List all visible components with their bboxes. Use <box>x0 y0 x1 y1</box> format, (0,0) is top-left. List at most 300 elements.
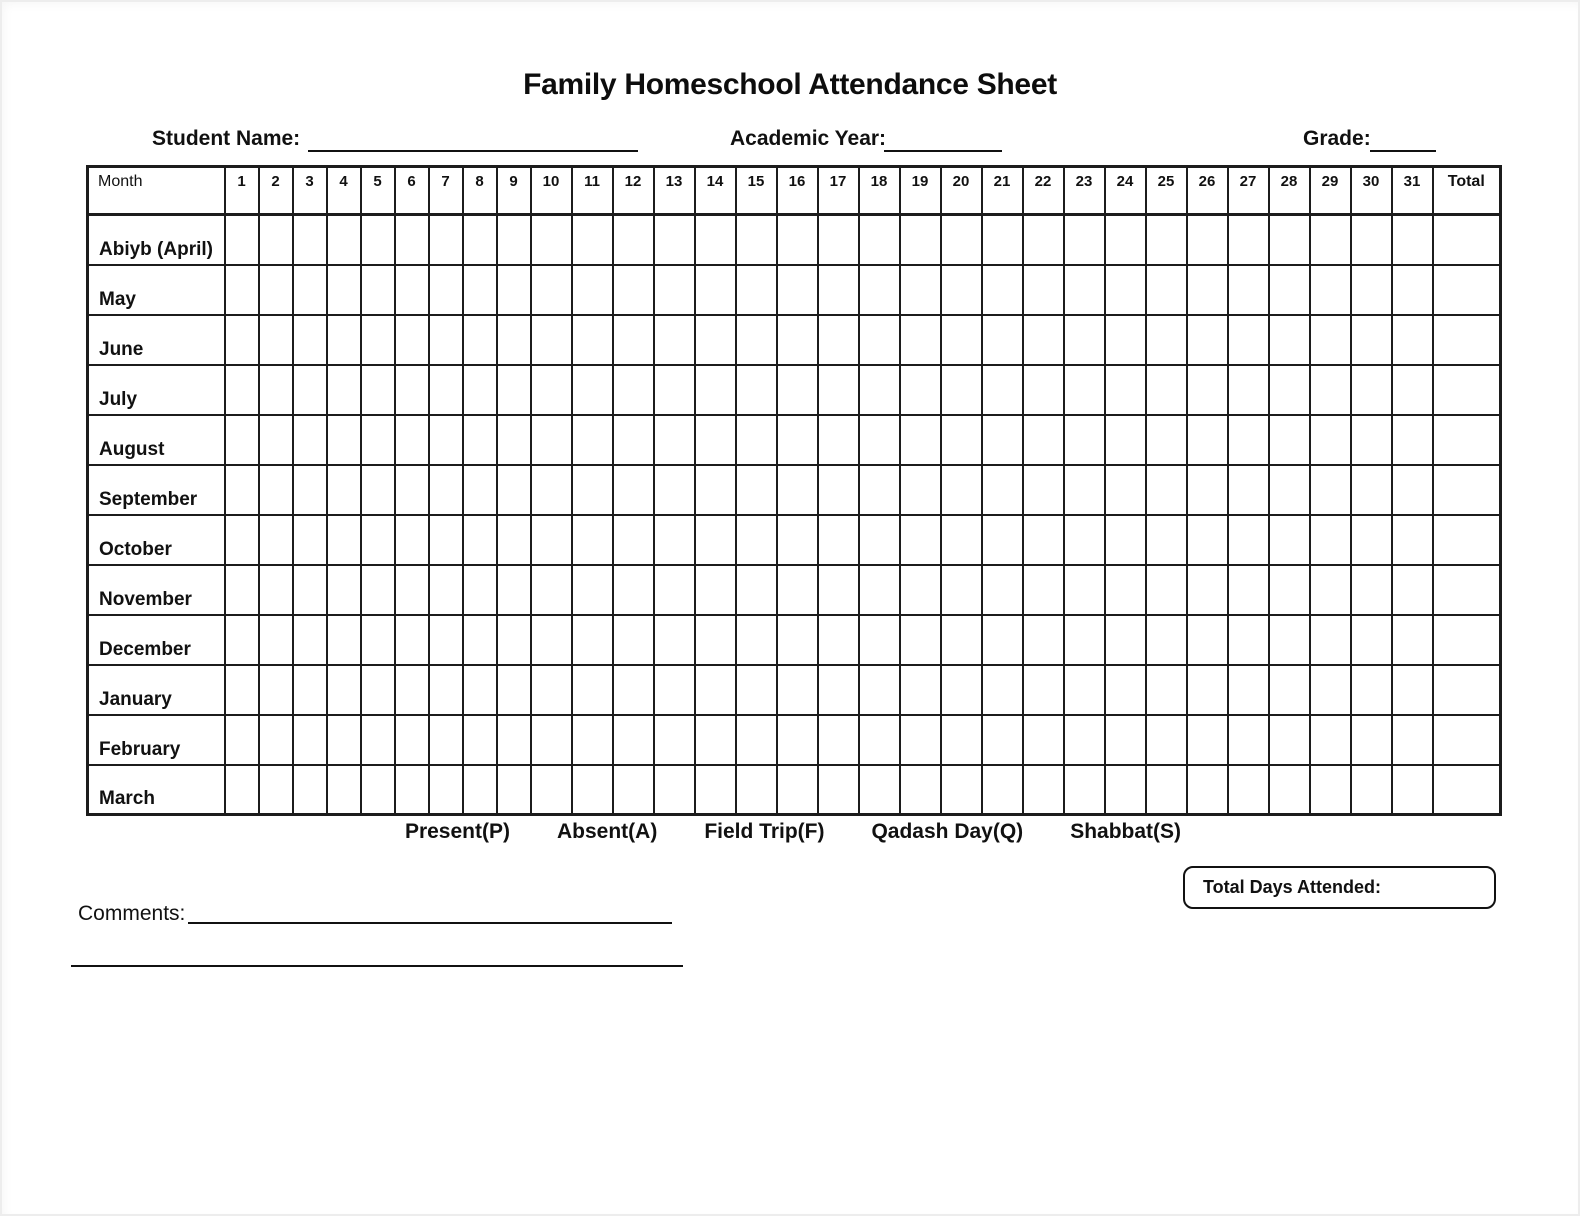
attendance-cell[interactable] <box>1228 215 1269 265</box>
attendance-cell[interactable] <box>613 315 654 365</box>
attendance-cell[interactable] <box>736 315 777 365</box>
attendance-cell[interactable] <box>463 715 497 765</box>
attendance-cell[interactable] <box>1351 365 1392 415</box>
attendance-cell[interactable] <box>1146 765 1187 815</box>
attendance-cell[interactable] <box>293 665 327 715</box>
month-total-cell[interactable] <box>1433 215 1501 265</box>
attendance-cell[interactable] <box>1228 565 1269 615</box>
attendance-cell[interactable] <box>1228 315 1269 365</box>
attendance-cell[interactable] <box>429 415 463 465</box>
attendance-cell[interactable] <box>1310 365 1351 415</box>
attendance-cell[interactable] <box>361 515 395 565</box>
attendance-cell[interactable] <box>613 415 654 465</box>
attendance-cell[interactable] <box>1064 465 1105 515</box>
attendance-cell[interactable] <box>225 715 259 765</box>
attendance-cell[interactable] <box>225 365 259 415</box>
attendance-cell[interactable] <box>1023 615 1064 665</box>
attendance-cell[interactable] <box>982 615 1023 665</box>
attendance-cell[interactable] <box>982 315 1023 365</box>
attendance-cell[interactable] <box>572 715 613 765</box>
attendance-cell[interactable] <box>531 765 572 815</box>
attendance-cell[interactable] <box>1187 415 1228 465</box>
attendance-cell[interactable] <box>429 665 463 715</box>
attendance-cell[interactable] <box>982 565 1023 615</box>
comments-line-1[interactable] <box>188 896 672 924</box>
attendance-cell[interactable] <box>1064 715 1105 765</box>
attendance-cell[interactable] <box>900 315 941 365</box>
attendance-cell[interactable] <box>259 665 293 715</box>
attendance-cell[interactable] <box>429 565 463 615</box>
attendance-cell[interactable] <box>327 765 361 815</box>
attendance-cell[interactable] <box>1310 765 1351 815</box>
attendance-cell[interactable] <box>259 515 293 565</box>
attendance-cell[interactable] <box>818 465 859 515</box>
attendance-cell[interactable] <box>1187 615 1228 665</box>
attendance-cell[interactable] <box>225 515 259 565</box>
attendance-cell[interactable] <box>859 765 900 815</box>
attendance-cell[interactable] <box>654 465 695 515</box>
attendance-cell[interactable] <box>531 415 572 465</box>
attendance-cell[interactable] <box>941 315 982 365</box>
attendance-cell[interactable] <box>497 465 531 515</box>
attendance-cell[interactable] <box>1310 515 1351 565</box>
attendance-cell[interactable] <box>1146 565 1187 615</box>
attendance-cell[interactable] <box>777 765 818 815</box>
attendance-cell[interactable] <box>1023 215 1064 265</box>
attendance-cell[interactable] <box>327 365 361 415</box>
attendance-cell[interactable] <box>777 515 818 565</box>
attendance-cell[interactable] <box>982 765 1023 815</box>
attendance-cell[interactable] <box>1310 315 1351 365</box>
attendance-cell[interactable] <box>1023 665 1064 715</box>
student-name-blank[interactable] <box>308 124 638 152</box>
attendance-cell[interactable] <box>1269 665 1310 715</box>
attendance-cell[interactable] <box>777 465 818 515</box>
attendance-cell[interactable] <box>361 765 395 815</box>
month-total-cell[interactable] <box>1433 615 1501 665</box>
attendance-cell[interactable] <box>572 765 613 815</box>
attendance-cell[interactable] <box>654 415 695 465</box>
attendance-cell[interactable] <box>859 215 900 265</box>
attendance-cell[interactable] <box>572 415 613 465</box>
attendance-cell[interactable] <box>941 515 982 565</box>
attendance-cell[interactable] <box>900 515 941 565</box>
attendance-cell[interactable] <box>497 515 531 565</box>
month-total-cell[interactable] <box>1433 465 1501 515</box>
attendance-cell[interactable] <box>777 715 818 765</box>
attendance-cell[interactable] <box>225 415 259 465</box>
attendance-cell[interactable] <box>429 365 463 415</box>
attendance-cell[interactable] <box>327 215 361 265</box>
attendance-cell[interactable] <box>1064 515 1105 565</box>
attendance-cell[interactable] <box>900 415 941 465</box>
attendance-cell[interactable] <box>695 465 736 515</box>
attendance-cell[interactable] <box>463 265 497 315</box>
attendance-cell[interactable] <box>1310 715 1351 765</box>
attendance-cell[interactable] <box>1064 565 1105 615</box>
attendance-cell[interactable] <box>695 515 736 565</box>
attendance-cell[interactable] <box>497 365 531 415</box>
attendance-cell[interactable] <box>1269 315 1310 365</box>
attendance-cell[interactable] <box>395 615 429 665</box>
attendance-cell[interactable] <box>531 315 572 365</box>
attendance-cell[interactable] <box>982 365 1023 415</box>
attendance-cell[interactable] <box>982 465 1023 515</box>
attendance-cell[interactable] <box>900 615 941 665</box>
attendance-cell[interactable] <box>1064 215 1105 265</box>
attendance-cell[interactable] <box>818 615 859 665</box>
attendance-cell[interactable] <box>613 365 654 415</box>
attendance-cell[interactable] <box>818 515 859 565</box>
attendance-cell[interactable] <box>293 765 327 815</box>
attendance-cell[interactable] <box>361 365 395 415</box>
attendance-cell[interactable] <box>327 265 361 315</box>
attendance-cell[interactable] <box>736 215 777 265</box>
attendance-cell[interactable] <box>695 765 736 815</box>
attendance-cell[interactable] <box>613 615 654 665</box>
attendance-cell[interactable] <box>1392 615 1433 665</box>
attendance-cell[interactable] <box>429 265 463 315</box>
month-total-cell[interactable] <box>1433 365 1501 415</box>
attendance-cell[interactable] <box>1228 365 1269 415</box>
attendance-cell[interactable] <box>259 415 293 465</box>
attendance-cell[interactable] <box>1146 265 1187 315</box>
attendance-cell[interactable] <box>818 365 859 415</box>
attendance-cell[interactable] <box>941 465 982 515</box>
attendance-cell[interactable] <box>1146 515 1187 565</box>
attendance-cell[interactable] <box>859 565 900 615</box>
attendance-cell[interactable] <box>900 465 941 515</box>
attendance-cell[interactable] <box>1105 315 1146 365</box>
attendance-cell[interactable] <box>613 265 654 315</box>
attendance-cell[interactable] <box>941 615 982 665</box>
attendance-cell[interactable] <box>1269 515 1310 565</box>
attendance-cell[interactable] <box>1228 715 1269 765</box>
attendance-cell[interactable] <box>941 715 982 765</box>
attendance-cell[interactable] <box>982 265 1023 315</box>
attendance-cell[interactable] <box>859 665 900 715</box>
attendance-cell[interactable] <box>259 315 293 365</box>
attendance-cell[interactable] <box>777 265 818 315</box>
attendance-cell[interactable] <box>463 765 497 815</box>
attendance-cell[interactable] <box>1351 565 1392 615</box>
attendance-cell[interactable] <box>1023 365 1064 415</box>
attendance-cell[interactable] <box>818 215 859 265</box>
attendance-cell[interactable] <box>1064 315 1105 365</box>
attendance-cell[interactable] <box>900 365 941 415</box>
attendance-cell[interactable] <box>293 215 327 265</box>
attendance-cell[interactable] <box>259 615 293 665</box>
attendance-cell[interactable] <box>613 665 654 715</box>
attendance-cell[interactable] <box>1392 715 1433 765</box>
attendance-cell[interactable] <box>1064 365 1105 415</box>
attendance-cell[interactable] <box>293 565 327 615</box>
attendance-cell[interactable] <box>1187 465 1228 515</box>
attendance-cell[interactable] <box>463 215 497 265</box>
attendance-cell[interactable] <box>613 465 654 515</box>
attendance-cell[interactable] <box>1392 515 1433 565</box>
attendance-cell[interactable] <box>1105 415 1146 465</box>
attendance-cell[interactable] <box>572 565 613 615</box>
attendance-cell[interactable] <box>654 715 695 765</box>
attendance-cell[interactable] <box>259 715 293 765</box>
attendance-cell[interactable] <box>259 565 293 615</box>
attendance-cell[interactable] <box>463 365 497 415</box>
attendance-cell[interactable] <box>736 265 777 315</box>
attendance-cell[interactable] <box>695 615 736 665</box>
attendance-cell[interactable] <box>859 715 900 765</box>
attendance-cell[interactable] <box>225 615 259 665</box>
attendance-cell[interactable] <box>613 565 654 615</box>
attendance-cell[interactable] <box>613 715 654 765</box>
attendance-cell[interactable] <box>941 765 982 815</box>
attendance-cell[interactable] <box>1392 665 1433 715</box>
attendance-cell[interactable] <box>463 315 497 365</box>
attendance-cell[interactable] <box>429 765 463 815</box>
month-total-cell[interactable] <box>1433 515 1501 565</box>
attendance-cell[interactable] <box>859 515 900 565</box>
attendance-cell[interactable] <box>531 565 572 615</box>
attendance-cell[interactable] <box>1310 415 1351 465</box>
attendance-cell[interactable] <box>900 265 941 315</box>
attendance-cell[interactable] <box>695 365 736 415</box>
attendance-cell[interactable] <box>395 765 429 815</box>
attendance-cell[interactable] <box>572 465 613 515</box>
attendance-cell[interactable] <box>395 315 429 365</box>
attendance-cell[interactable] <box>1105 565 1146 615</box>
attendance-cell[interactable] <box>361 665 395 715</box>
attendance-cell[interactable] <box>429 465 463 515</box>
attendance-cell[interactable] <box>941 665 982 715</box>
attendance-cell[interactable] <box>531 715 572 765</box>
attendance-cell[interactable] <box>1351 515 1392 565</box>
attendance-cell[interactable] <box>463 565 497 615</box>
attendance-cell[interactable] <box>429 515 463 565</box>
attendance-cell[interactable] <box>572 265 613 315</box>
attendance-cell[interactable] <box>1310 615 1351 665</box>
attendance-cell[interactable] <box>225 265 259 315</box>
attendance-cell[interactable] <box>1105 465 1146 515</box>
attendance-cell[interactable] <box>1146 615 1187 665</box>
attendance-cell[interactable] <box>1105 715 1146 765</box>
attendance-cell[interactable] <box>1105 515 1146 565</box>
attendance-cell[interactable] <box>941 365 982 415</box>
attendance-cell[interactable] <box>327 565 361 615</box>
attendance-cell[interactable] <box>859 465 900 515</box>
attendance-cell[interactable] <box>463 415 497 465</box>
attendance-cell[interactable] <box>1228 765 1269 815</box>
attendance-cell[interactable] <box>777 615 818 665</box>
attendance-cell[interactable] <box>1187 665 1228 715</box>
attendance-cell[interactable] <box>900 765 941 815</box>
attendance-cell[interactable] <box>1228 515 1269 565</box>
attendance-cell[interactable] <box>1392 765 1433 815</box>
attendance-cell[interactable] <box>777 315 818 365</box>
attendance-cell[interactable] <box>1064 415 1105 465</box>
attendance-cell[interactable] <box>695 415 736 465</box>
attendance-cell[interactable] <box>1146 665 1187 715</box>
attendance-cell[interactable] <box>1146 315 1187 365</box>
attendance-cell[interactable] <box>1269 615 1310 665</box>
attendance-cell[interactable] <box>1187 565 1228 615</box>
attendance-cell[interactable] <box>1351 765 1392 815</box>
attendance-cell[interactable] <box>1187 315 1228 365</box>
attendance-cell[interactable] <box>327 315 361 365</box>
attendance-cell[interactable] <box>900 565 941 615</box>
grade-blank[interactable] <box>1370 124 1436 152</box>
attendance-cell[interactable] <box>1187 365 1228 415</box>
attendance-cell[interactable] <box>395 265 429 315</box>
attendance-cell[interactable] <box>327 415 361 465</box>
month-total-cell[interactable] <box>1433 415 1501 465</box>
attendance-cell[interactable] <box>327 515 361 565</box>
attendance-cell[interactable] <box>900 715 941 765</box>
attendance-cell[interactable] <box>613 515 654 565</box>
attendance-cell[interactable] <box>777 415 818 465</box>
attendance-cell[interactable] <box>395 715 429 765</box>
attendance-cell[interactable] <box>395 665 429 715</box>
attendance-cell[interactable] <box>531 665 572 715</box>
attendance-cell[interactable] <box>1023 315 1064 365</box>
attendance-cell[interactable] <box>1023 765 1064 815</box>
attendance-cell[interactable] <box>1351 415 1392 465</box>
attendance-cell[interactable] <box>1023 265 1064 315</box>
attendance-cell[interactable] <box>736 365 777 415</box>
attendance-cell[interactable] <box>736 465 777 515</box>
attendance-cell[interactable] <box>982 415 1023 465</box>
comments-line-2[interactable] <box>71 939 683 967</box>
attendance-cell[interactable] <box>736 565 777 615</box>
attendance-cell[interactable] <box>859 365 900 415</box>
attendance-cell[interactable] <box>1392 465 1433 515</box>
month-total-cell[interactable] <box>1433 665 1501 715</box>
attendance-cell[interactable] <box>572 615 613 665</box>
attendance-cell[interactable] <box>1023 515 1064 565</box>
attendance-cell[interactable] <box>613 765 654 815</box>
attendance-cell[interactable] <box>1023 465 1064 515</box>
attendance-cell[interactable] <box>1351 265 1392 315</box>
attendance-cell[interactable] <box>395 215 429 265</box>
attendance-cell[interactable] <box>225 765 259 815</box>
attendance-cell[interactable] <box>1351 315 1392 365</box>
attendance-cell[interactable] <box>1064 615 1105 665</box>
attendance-cell[interactable] <box>361 415 395 465</box>
attendance-cell[interactable] <box>777 565 818 615</box>
attendance-cell[interactable] <box>225 315 259 365</box>
attendance-cell[interactable] <box>654 615 695 665</box>
attendance-cell[interactable] <box>259 215 293 265</box>
attendance-cell[interactable] <box>1269 565 1310 615</box>
attendance-cell[interactable] <box>1105 665 1146 715</box>
attendance-cell[interactable] <box>982 665 1023 715</box>
attendance-cell[interactable] <box>1228 665 1269 715</box>
attendance-cell[interactable] <box>1064 765 1105 815</box>
academic-year-blank[interactable] <box>884 124 1002 152</box>
attendance-cell[interactable] <box>327 615 361 665</box>
attendance-cell[interactable] <box>695 315 736 365</box>
attendance-cell[interactable] <box>1310 565 1351 615</box>
attendance-cell[interactable] <box>497 565 531 615</box>
attendance-cell[interactable] <box>361 615 395 665</box>
attendance-cell[interactable] <box>293 715 327 765</box>
attendance-cell[interactable] <box>293 615 327 665</box>
attendance-cell[interactable] <box>941 565 982 615</box>
month-total-cell[interactable] <box>1433 765 1501 815</box>
attendance-cell[interactable] <box>1187 765 1228 815</box>
attendance-cell[interactable] <box>361 315 395 365</box>
attendance-cell[interactable] <box>1351 615 1392 665</box>
attendance-cell[interactable] <box>497 315 531 365</box>
attendance-cell[interactable] <box>859 615 900 665</box>
attendance-cell[interactable] <box>654 665 695 715</box>
attendance-cell[interactable] <box>1228 415 1269 465</box>
attendance-cell[interactable] <box>818 765 859 815</box>
attendance-cell[interactable] <box>497 665 531 715</box>
month-total-cell[interactable] <box>1433 715 1501 765</box>
attendance-cell[interactable] <box>777 365 818 415</box>
attendance-cell[interactable] <box>1310 265 1351 315</box>
attendance-cell[interactable] <box>1105 365 1146 415</box>
attendance-cell[interactable] <box>361 715 395 765</box>
attendance-cell[interactable] <box>293 515 327 565</box>
attendance-cell[interactable] <box>818 315 859 365</box>
attendance-cell[interactable] <box>736 415 777 465</box>
attendance-cell[interactable] <box>1269 715 1310 765</box>
attendance-cell[interactable] <box>259 265 293 315</box>
attendance-cell[interactable] <box>531 615 572 665</box>
attendance-cell[interactable] <box>695 665 736 715</box>
attendance-cell[interactable] <box>818 415 859 465</box>
attendance-cell[interactable] <box>818 565 859 615</box>
attendance-cell[interactable] <box>429 215 463 265</box>
attendance-cell[interactable] <box>1269 215 1310 265</box>
attendance-cell[interactable] <box>695 215 736 265</box>
attendance-cell[interactable] <box>293 465 327 515</box>
attendance-cell[interactable] <box>941 215 982 265</box>
attendance-cell[interactable] <box>695 265 736 315</box>
attendance-cell[interactable] <box>429 715 463 765</box>
attendance-cell[interactable] <box>259 365 293 415</box>
attendance-cell[interactable] <box>497 765 531 815</box>
attendance-cell[interactable] <box>1228 615 1269 665</box>
attendance-cell[interactable] <box>900 665 941 715</box>
attendance-cell[interactable] <box>736 765 777 815</box>
attendance-cell[interactable] <box>497 265 531 315</box>
attendance-cell[interactable] <box>982 215 1023 265</box>
attendance-cell[interactable] <box>531 515 572 565</box>
attendance-cell[interactable] <box>859 415 900 465</box>
attendance-cell[interactable] <box>654 265 695 315</box>
attendance-cell[interactable] <box>859 265 900 315</box>
attendance-cell[interactable] <box>736 665 777 715</box>
attendance-cell[interactable] <box>1392 315 1433 365</box>
attendance-cell[interactable] <box>736 615 777 665</box>
attendance-cell[interactable] <box>497 415 531 465</box>
attendance-cell[interactable] <box>1105 765 1146 815</box>
attendance-cell[interactable] <box>777 665 818 715</box>
month-total-cell[interactable] <box>1433 265 1501 315</box>
attendance-cell[interactable] <box>497 615 531 665</box>
attendance-cell[interactable] <box>293 365 327 415</box>
attendance-cell[interactable] <box>395 565 429 615</box>
attendance-cell[interactable] <box>1351 465 1392 515</box>
attendance-cell[interactable] <box>225 665 259 715</box>
attendance-cell[interactable] <box>736 715 777 765</box>
attendance-cell[interactable] <box>395 515 429 565</box>
attendance-cell[interactable] <box>531 265 572 315</box>
attendance-cell[interactable] <box>463 465 497 515</box>
attendance-cell[interactable] <box>736 515 777 565</box>
